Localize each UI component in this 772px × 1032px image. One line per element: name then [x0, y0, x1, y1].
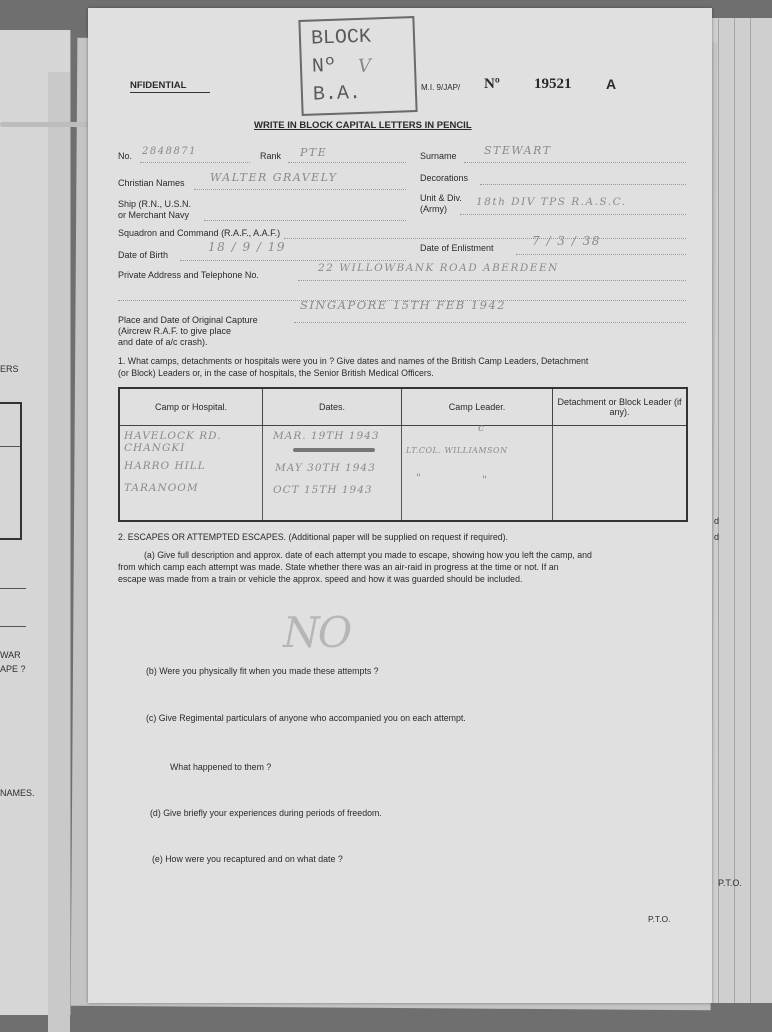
dob-line [180, 260, 406, 261]
no-label: No. [118, 151, 133, 161]
camps-cell-dates [263, 426, 402, 522]
stamp-handwritten-mark: V [357, 55, 373, 77]
left-fragment-war: WAR [0, 650, 21, 660]
surname-line [464, 162, 686, 163]
surname-value: STEWART [484, 144, 552, 157]
q2a-text-line3: escape was made from a train or vehicle the approx. speed and how it was guarded should be included. [118, 574, 523, 584]
left-fragment-ers: ERS [0, 364, 19, 374]
camps-header-block-leader: Detachment or Block Leader (if any). [553, 388, 688, 426]
christian-names-label: Christian Names [118, 178, 185, 188]
unit-label-line2: (Army) [420, 204, 447, 214]
rank-value: PTE [300, 146, 328, 159]
leader-mark: c [478, 422, 485, 434]
left-box-rule [0, 446, 20, 447]
q2-title: 2. ESCAPES OR ATTEMPTED ESCAPES. (Additional paper will be supplied on request if required). [118, 532, 509, 542]
right-fragment-d2: d [714, 532, 720, 542]
form-instruction: WRITE IN BLOCK CAPITAL LETTERS IN PENCIL [254, 120, 472, 131]
date-entry-1: MAR. 19TH 1943 [273, 430, 380, 442]
classification-underline [130, 92, 210, 93]
camps-header-dates: Dates. [263, 388, 402, 426]
stamp-line-no: Nº [311, 54, 337, 79]
right-fragment-pto: P.T.O. [718, 878, 742, 888]
q1-text-line1: 1. What camps, detachments or hospitals were you in ? Give dates and names of the British Camp Leaders, Detachment [118, 356, 589, 366]
pow-questionnaire-form [88, 8, 712, 1003]
q2c-sub-text: What happened to them ? [170, 762, 272, 772]
q2e-text: (e) How were you recaptured and on what date ? [152, 854, 343, 864]
capture-label-line3: and date of a/c crash). [118, 337, 208, 347]
left-adjacent-sheet [0, 30, 71, 1015]
crossed-out-entry [293, 448, 375, 452]
ship-line [204, 220, 406, 221]
form-number: 19521 [534, 76, 572, 92]
right-fragment-d1: d [714, 516, 720, 526]
q1-text-line2: (or Block) Leaders or, in the case of hospitals, the Senior British Medical Officers. [118, 368, 434, 378]
christian-names-line [194, 189, 406, 190]
left-fragment-names: NAMES. [0, 788, 35, 798]
decorations-line [480, 184, 686, 185]
capture-label-line2: (Aircrew R.A.F. to give place [118, 326, 232, 336]
number-label: Nº [484, 76, 500, 92]
right-stack-edge-2 [734, 18, 735, 1003]
ship-label-line1: Ship (R.N., U.S.N. [118, 199, 192, 209]
classification-label: NFIDENTIAL [130, 80, 187, 91]
camps-cell-camp [119, 426, 263, 522]
block-stamp [298, 16, 417, 116]
camp-entry-3: HARRO HILL [124, 460, 206, 472]
no-value: 2848871 [142, 146, 198, 157]
left-rule-1 [0, 588, 26, 589]
q2a-text-line1: (a) Give full description and approx. date of each attempt you made to escape, showing how you left the camp, and [144, 550, 592, 560]
unit-line [460, 214, 686, 215]
camp-entry-1: HAVELOCK RD. [124, 430, 222, 442]
q2b-text: (b) Were you physically fit when you made these attempts ? [146, 666, 379, 676]
christian-names-value: WALTER GRAVELY [210, 171, 338, 184]
rank-line [288, 162, 406, 163]
date-entry-3: OCT 15TH 1943 [273, 484, 373, 496]
address-value: 22 WILLOWBANK ROAD ABERDEEN [318, 262, 559, 274]
capture-value: SINGAPORE 15TH FEB 1942 [300, 298, 507, 312]
left-rule-2 [0, 626, 26, 627]
unit-label-line1: Unit & Div. [420, 193, 462, 203]
dob-value: 18 / 9 / 19 [208, 240, 287, 254]
unit-value: 18th DIV TPS R.A.S.C. [476, 196, 627, 208]
decorations-label: Decorations [420, 173, 469, 183]
camps-cell-leader [402, 422, 553, 522]
reference-code: M.I. 9/JAP/ [421, 83, 461, 92]
right-stack-edge-1 [718, 18, 719, 1003]
camp-entry-2: CHANGKI [124, 442, 186, 454]
q2a-answer: NO [283, 608, 351, 657]
enlistment-label: Date of Enlistment [420, 243, 494, 253]
please-turn-over: P.T.O. [648, 914, 671, 924]
leader-entry-1: LT.COL. WILLIAMSON [406, 446, 508, 455]
capture-line [294, 322, 686, 323]
camps-table [118, 387, 688, 522]
address-line [298, 280, 686, 281]
no-line [140, 162, 250, 163]
leader-entry-2: " [416, 472, 422, 484]
surname-label: Surname [420, 151, 457, 161]
camps-cell-block-leader [553, 426, 688, 522]
ship-label-line2: or Merchant Navy [118, 210, 190, 220]
leader-entry-3: " [482, 474, 488, 486]
left-page-edge [48, 72, 70, 1032]
camp-entry-4: TARANOOM [124, 482, 199, 494]
enlistment-line [516, 254, 686, 255]
rank-label: Rank [260, 151, 282, 161]
q2c-text: (c) Give Regimental particulars of anyone who accompanied you on each attempt. [146, 713, 466, 723]
left-fragment-box [0, 402, 22, 540]
squadron-label: Squadron and Command (R.A.F., A.A.F.) [118, 228, 281, 238]
left-fragment-ape: APE ? [0, 664, 26, 674]
camps-header-leader: Camp Leader. [402, 388, 553, 426]
enlistment-value: 7 / 3 / 38 [532, 234, 601, 248]
stamp-line-ba: B.A. [312, 81, 362, 107]
right-stack-edge-3 [750, 18, 751, 1003]
dob-label: Date of Birth [118, 250, 169, 260]
capture-label-line1: Place and Date of Original Capture [118, 315, 258, 325]
camps-header-camp: Camp or Hospital. [119, 388, 263, 426]
q2d-text: (d) Give briefly your experiences during periods of freedom. [150, 808, 382, 818]
date-entry-2: MAY 30TH 1943 [275, 462, 376, 474]
address-label: Private Address and Telephone No. [118, 270, 259, 280]
q2a-text-line2: from which camp each attempt was made. State whether there was an air-raid in progress at the time or not. If an [118, 562, 559, 572]
stamp-line-block: BLOCK [310, 25, 372, 51]
form-series: A [606, 76, 617, 92]
squadron-line [284, 238, 686, 239]
